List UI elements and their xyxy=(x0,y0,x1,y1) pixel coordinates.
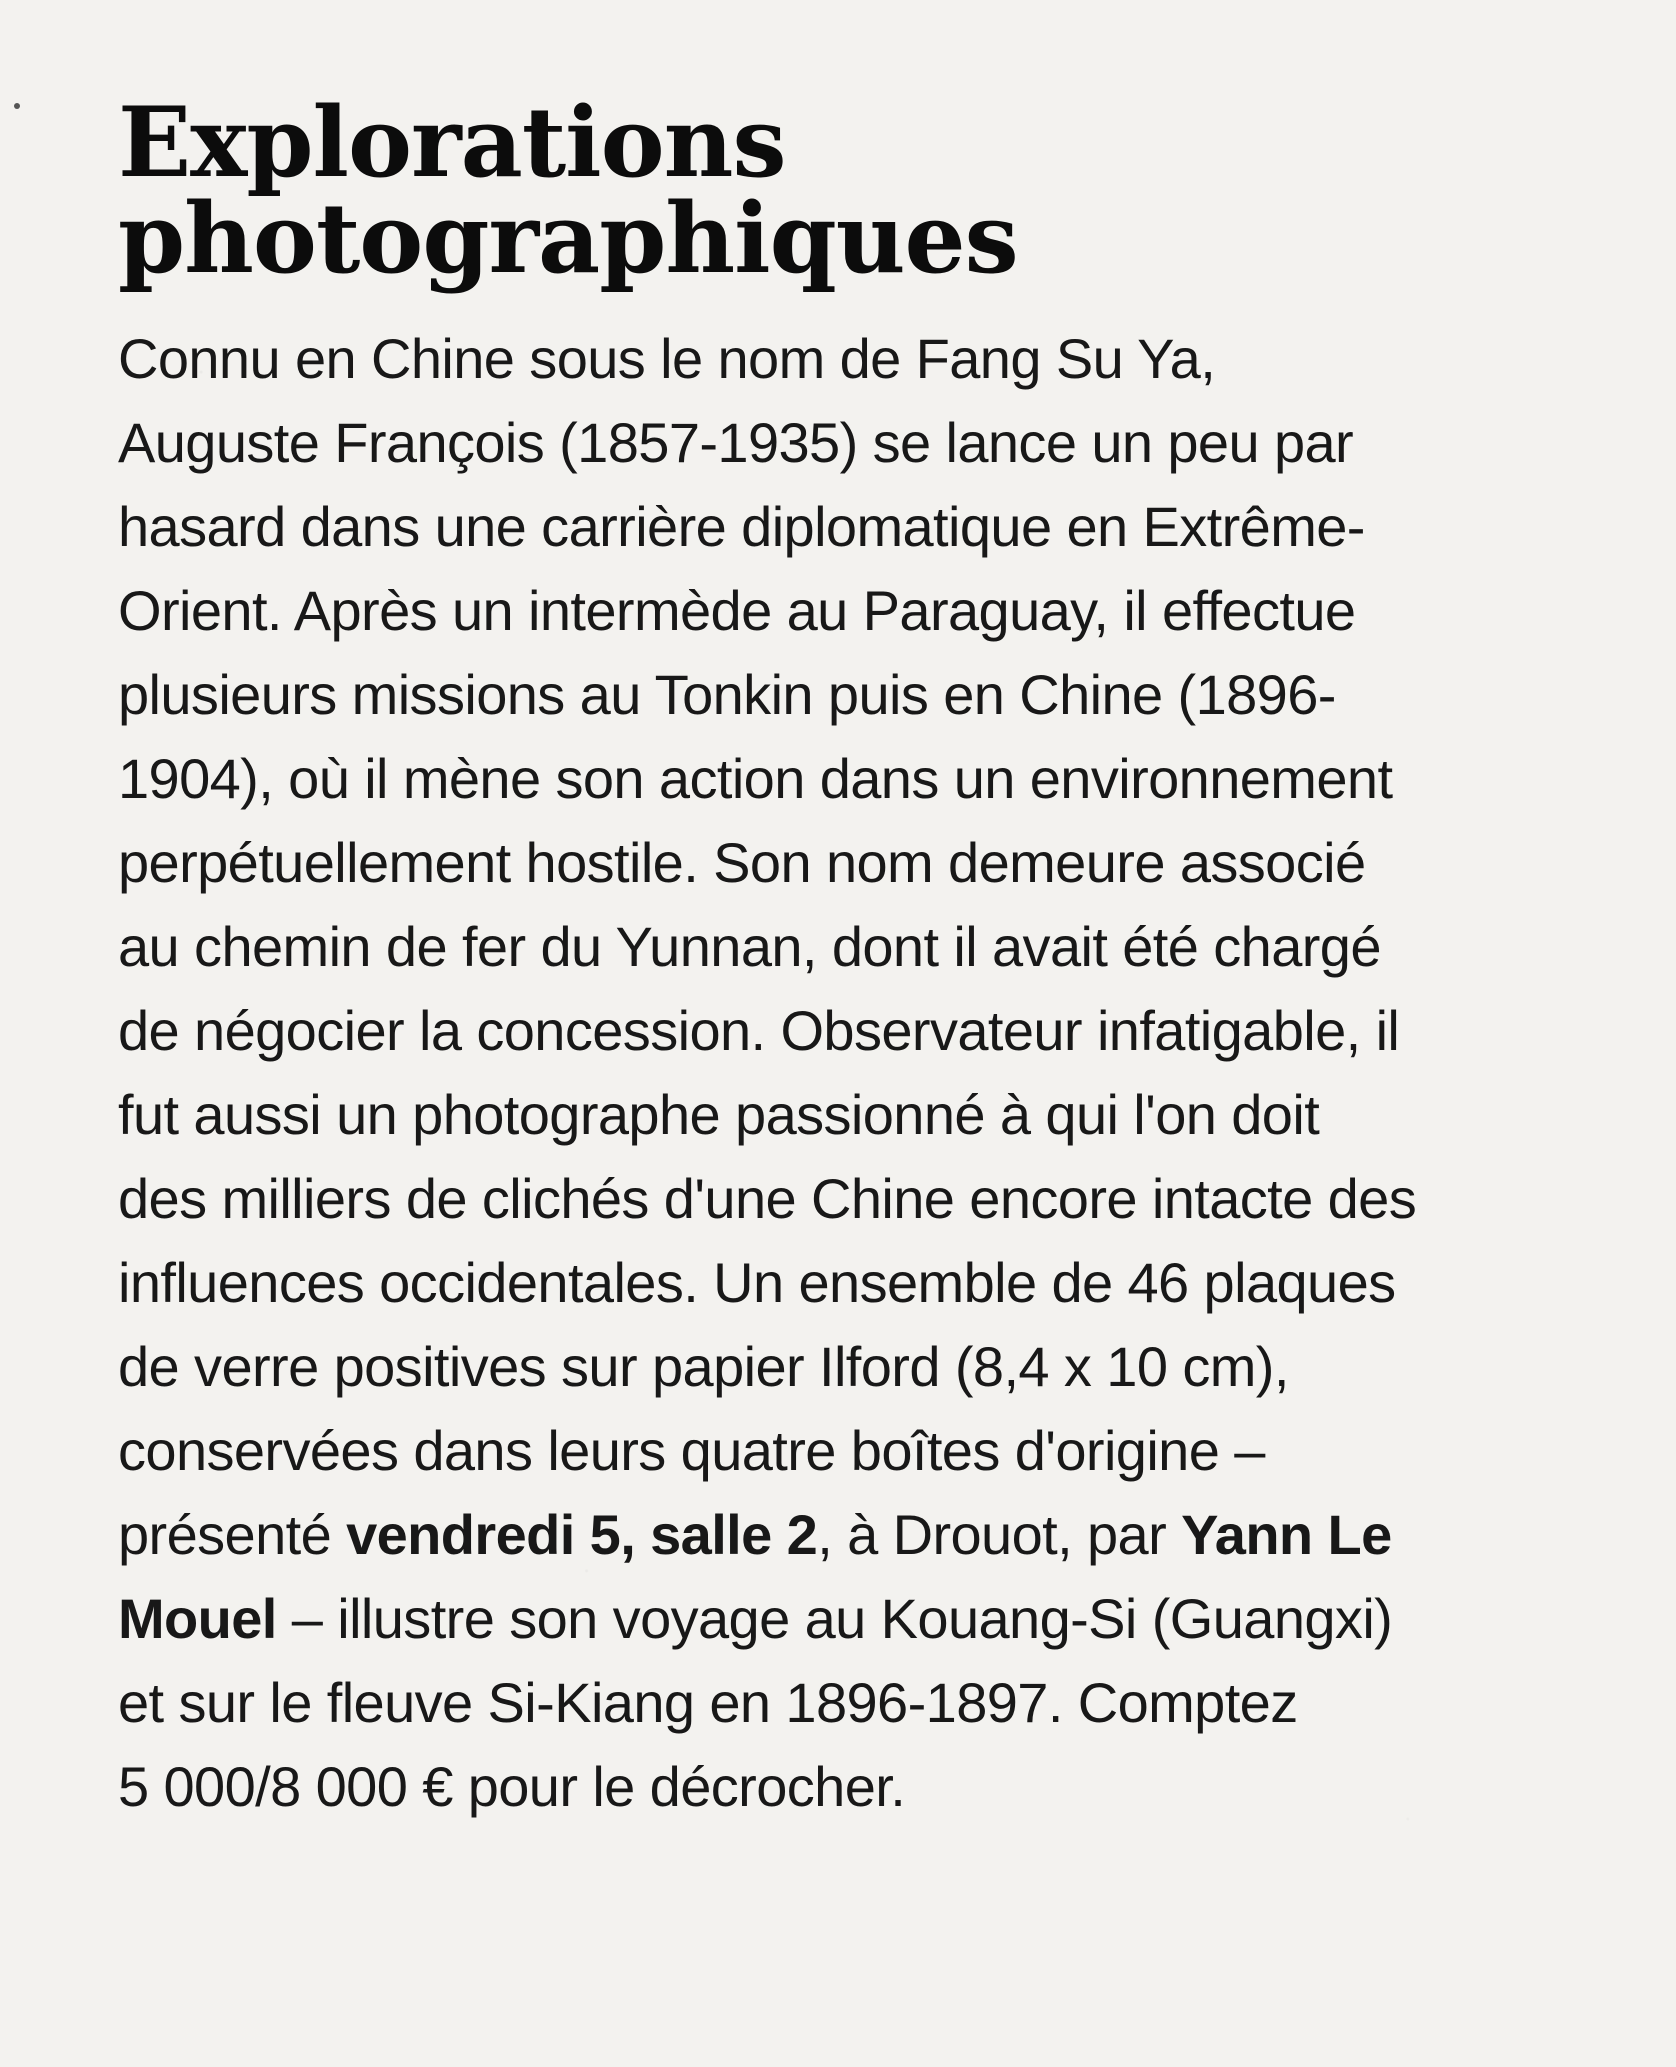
sale-date-location: vendredi 5, salle 2 xyxy=(346,1503,818,1566)
body-line-13: de verre positives sur papier Ilford (8,4 x 10 cm), xyxy=(118,1335,1289,1398)
article xyxy=(118,86,1578,1829)
auctioneer-name-part-1: Yann Le xyxy=(1181,1503,1392,1566)
body-line-15-part-a: présenté xyxy=(118,1503,347,1566)
body-line-12: influences occidentales. Un ensemble de 46 plaques xyxy=(118,1251,1396,1314)
body-line-15 xyxy=(118,1493,1578,1577)
body-line-11: des milliers de clichés d'une Chine encore intacte des xyxy=(118,1167,1417,1230)
body-line-15-part-c: , à Drouot, par xyxy=(817,1503,1182,1566)
auctioneer-name-part-2: Mouel xyxy=(118,1587,277,1650)
body-line-6: 1904), où il mène son action dans un environnement xyxy=(118,747,1393,810)
body-line-14: conservées dans leurs quatre boîtes d'origine – xyxy=(118,1419,1265,1482)
article-headline xyxy=(118,86,1578,295)
headline-line-2: photographiques xyxy=(118,182,1018,295)
body-line-8: au chemin de fer du Yunnan, dont il avait été chargé xyxy=(118,915,1381,978)
body-line-5: plusieurs missions au Tonkin puis en Chine (1896- xyxy=(118,663,1336,726)
body-line-18: 5 000/8 000 € pour le décrocher. xyxy=(118,1755,906,1818)
article-body xyxy=(118,317,1578,1829)
body-line-16 xyxy=(118,1577,1578,1661)
body-line-4: Orient. Après un intermède au Paraguay, il effectue xyxy=(118,579,1356,642)
body-line-10: fut aussi un photographe passionné à qui l'on doit xyxy=(118,1083,1320,1146)
scan-speck xyxy=(14,103,20,109)
body-line-1: Connu en Chine sous le nom de Fang Su Ya, xyxy=(118,327,1216,390)
body-line-17: et sur le fleuve Si-Kiang en 1896-1897. Comptez xyxy=(118,1671,1298,1734)
body-line-7: perpétuellement hostile. Son nom demeure associé xyxy=(118,831,1366,894)
headline-line-1: Explorations xyxy=(118,86,786,199)
body-line-9: de négocier la concession. Observateur infatigable, il xyxy=(118,999,1400,1062)
body-line-3: hasard dans une carrière diplomatique en Extrême- xyxy=(118,495,1365,558)
body-line-2: Auguste François (1857-1935) se lance un peu par xyxy=(118,411,1354,474)
body-line-16-part-b: – illustre son voyage au Kouang-Si (Guangxi) xyxy=(276,1587,1393,1650)
